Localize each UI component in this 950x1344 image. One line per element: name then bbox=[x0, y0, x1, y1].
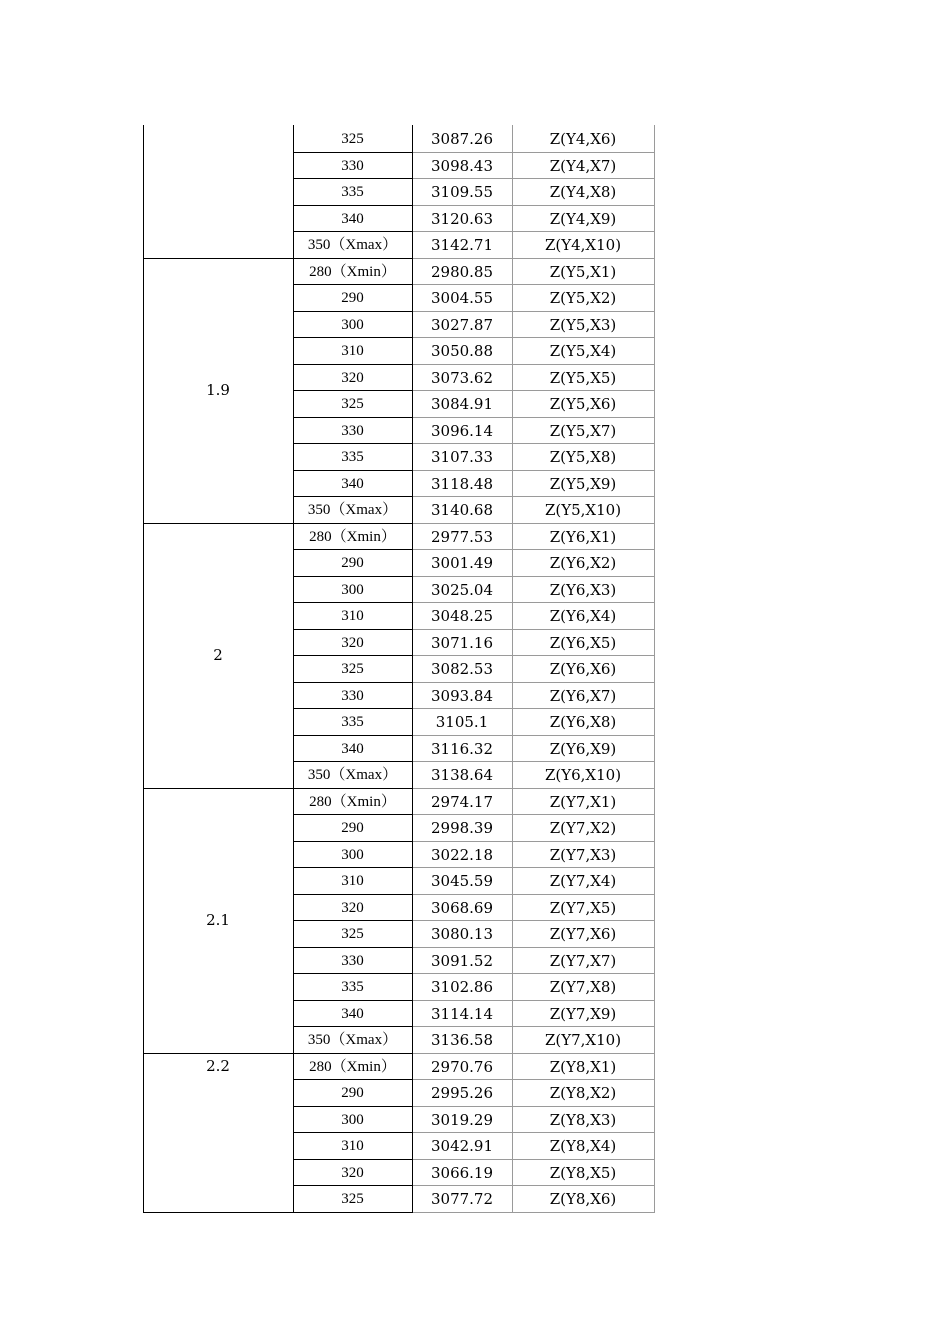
result-value-cell: 3071.16 bbox=[430, 633, 494, 652]
result-value-cell: 3120.63 bbox=[430, 209, 494, 228]
x-value-cell: 325 bbox=[341, 926, 364, 942]
z-label-cell: Z(Y4,X8) bbox=[549, 183, 617, 201]
z-label-cell: Z(Y5,X6) bbox=[549, 395, 617, 413]
result-value-cell: 3019.29 bbox=[430, 1110, 494, 1129]
x-value-cell: 325 bbox=[341, 131, 364, 147]
x-value-cell: 340 bbox=[341, 1005, 364, 1022]
x-value-cell: 320 bbox=[341, 369, 364, 386]
x-value-cell: 340 bbox=[341, 210, 364, 227]
x-value-cell: 350（Xmax） bbox=[307, 767, 398, 783]
z-label-cell: Z(Y8,X4) bbox=[549, 1137, 617, 1155]
result-value-cell: 3042.91 bbox=[430, 1137, 494, 1155]
x-value-cell: 310 bbox=[341, 1138, 364, 1154]
z-label-cell: Z(Y6,X6) bbox=[549, 660, 617, 678]
z-label-cell: Z(Y6,X5) bbox=[549, 633, 617, 652]
z-label-cell: Z(Y7,X2) bbox=[549, 819, 617, 837]
result-value-cell: 3098.43 bbox=[430, 156, 494, 175]
result-value-cell: 3048.25 bbox=[430, 607, 494, 625]
x-value-cell: 340 bbox=[341, 475, 364, 492]
x-value-cell: 310 bbox=[341, 608, 364, 624]
x-value-cell: 325 bbox=[341, 661, 364, 677]
x-value-cell: 300 bbox=[341, 316, 364, 333]
x-value-cell: 325 bbox=[341, 1191, 364, 1207]
x-value-cell: 300 bbox=[341, 581, 364, 598]
z-label-cell: Z(Y5,X10) bbox=[544, 501, 622, 519]
z-label-cell: Z(Y7,X10) bbox=[544, 1031, 622, 1049]
z-label-cell: Z(Y5,X7) bbox=[549, 421, 617, 440]
z-label-cell: Z(Y6,X3) bbox=[549, 580, 617, 599]
z-label-cell: Z(Y7,X8) bbox=[549, 978, 617, 996]
group-divider bbox=[143, 258, 293, 259]
x-value-cell: 340 bbox=[341, 740, 364, 757]
z-label-cell: Z(Y5,X5) bbox=[549, 368, 617, 387]
result-value-cell: 3102.86 bbox=[430, 978, 494, 996]
result-value-cell: 3091.52 bbox=[430, 951, 494, 970]
x-value-cell: 290 bbox=[341, 555, 364, 571]
result-value-cell: 3136.58 bbox=[430, 1031, 494, 1049]
z-label-cell: Z(Y4,X6) bbox=[549, 130, 617, 148]
result-value-cell: 3001.49 bbox=[430, 554, 494, 572]
x-value-cell: 290 bbox=[341, 820, 364, 836]
x-value-cell: 330 bbox=[341, 952, 364, 969]
column-border bbox=[512, 125, 513, 1213]
result-value-cell: 3066.19 bbox=[430, 1163, 494, 1182]
z-label-cell: Z(Y6,X1) bbox=[549, 527, 617, 546]
z-label-cell: Z(Y7,X9) bbox=[549, 1004, 617, 1023]
group-divider bbox=[143, 523, 293, 524]
z-label-cell: Z(Y7,X4) bbox=[549, 872, 617, 890]
result-value-cell: 3087.26 bbox=[430, 130, 494, 148]
z-label-cell: Z(Y5,X9) bbox=[549, 474, 617, 493]
x-value-cell: 290 bbox=[341, 290, 364, 306]
result-value-cell: 2995.26 bbox=[430, 1084, 494, 1102]
z-label-cell: Z(Y6,X10) bbox=[544, 766, 622, 784]
z-label-cell: Z(Y6,X2) bbox=[549, 554, 617, 572]
z-label-cell: Z(Y7,X1) bbox=[549, 792, 617, 811]
table-bottom-border bbox=[143, 1212, 293, 1213]
z-label-cell: Z(Y5,X4) bbox=[549, 342, 617, 360]
z-label-cell: Z(Y8,X1) bbox=[549, 1057, 617, 1076]
result-value-cell: 3027.87 bbox=[430, 315, 494, 334]
z-label-cell: Z(Y6,X7) bbox=[549, 686, 617, 705]
z-label-cell: Z(Y7,X3) bbox=[549, 845, 617, 864]
row-border bbox=[293, 1212, 412, 1213]
x-value-cell: 335 bbox=[341, 184, 364, 200]
result-value-cell: 3073.62 bbox=[430, 368, 494, 387]
result-value-cell: 3096.14 bbox=[430, 421, 494, 440]
result-value-cell: 3022.18 bbox=[430, 845, 494, 864]
result-value-cell: 3109.55 bbox=[430, 183, 494, 201]
z-label-cell: Z(Y8,X3) bbox=[549, 1110, 617, 1129]
y-value-label: 2.1 bbox=[206, 911, 230, 929]
x-value-cell: 335 bbox=[341, 449, 364, 465]
z-label-cell: Z(Y8,X6) bbox=[549, 1190, 617, 1208]
result-value-cell: 3004.55 bbox=[430, 289, 494, 307]
result-value-cell: 2998.39 bbox=[430, 819, 494, 837]
x-value-cell: 280（Xmin） bbox=[309, 263, 396, 280]
column-border bbox=[412, 125, 413, 1213]
result-value-cell: 3082.53 bbox=[430, 660, 494, 678]
result-value-cell: 3084.91 bbox=[430, 395, 494, 413]
x-value-cell: 330 bbox=[341, 687, 364, 704]
row-border bbox=[412, 1212, 654, 1213]
result-value-cell: 3116.32 bbox=[430, 739, 494, 758]
group-divider bbox=[143, 788, 293, 789]
x-value-cell: 335 bbox=[341, 714, 364, 730]
result-value-cell: 3114.14 bbox=[430, 1004, 494, 1023]
result-value-cell: 2970.76 bbox=[430, 1057, 494, 1076]
result-value-cell: 2980.85 bbox=[430, 262, 494, 281]
result-value-cell: 3105.1 bbox=[435, 713, 489, 731]
z-label-cell: Z(Y5,X1) bbox=[549, 262, 617, 281]
x-value-cell: 310 bbox=[341, 343, 364, 359]
result-value-cell: 3142.71 bbox=[430, 236, 494, 254]
result-value-cell: 2974.17 bbox=[430, 792, 494, 811]
x-value-cell: 330 bbox=[341, 422, 364, 439]
z-label-cell: Z(Y5,X8) bbox=[549, 448, 617, 466]
x-value-cell: 330 bbox=[341, 157, 364, 174]
column-border-left bbox=[143, 125, 144, 1213]
x-value-cell: 280（Xmin） bbox=[309, 528, 396, 545]
x-value-cell: 350（Xmax） bbox=[307, 1032, 398, 1048]
x-value-cell: 350（Xmax） bbox=[307, 237, 398, 253]
x-value-cell: 320 bbox=[341, 1164, 364, 1181]
z-label-cell: Z(Y8,X5) bbox=[549, 1163, 617, 1182]
x-value-cell: 280（Xmin） bbox=[309, 793, 396, 810]
result-value-cell: 3050.88 bbox=[430, 342, 494, 360]
z-label-cell: Z(Y5,X3) bbox=[549, 315, 617, 334]
z-label-cell: Z(Y4,X10) bbox=[544, 236, 622, 254]
result-value-cell: 3045.59 bbox=[430, 872, 494, 890]
z-label-cell: Z(Y7,X7) bbox=[549, 951, 617, 970]
x-value-cell: 280（Xmin） bbox=[309, 1058, 396, 1075]
z-label-cell: Z(Y7,X6) bbox=[549, 925, 617, 943]
x-value-cell: 325 bbox=[341, 396, 364, 412]
x-value-cell: 335 bbox=[341, 979, 364, 995]
result-value-cell: 3138.64 bbox=[430, 766, 494, 784]
result-value-cell: 3118.48 bbox=[430, 474, 494, 493]
z-label-cell: Z(Y4,X9) bbox=[549, 209, 617, 228]
x-value-cell: 320 bbox=[341, 899, 364, 916]
z-label-cell: Z(Y5,X2) bbox=[549, 289, 617, 307]
z-label-cell: Z(Y4,X7) bbox=[549, 156, 617, 175]
z-label-cell: Z(Y6,X8) bbox=[549, 713, 617, 731]
x-value-cell: 290 bbox=[341, 1085, 364, 1101]
column-border bbox=[293, 125, 294, 1213]
y-value-label: 2.2 bbox=[206, 1056, 230, 1075]
z-label-cell: Z(Y8,X2) bbox=[549, 1084, 617, 1102]
result-value-cell: 3140.68 bbox=[430, 501, 494, 519]
result-value-cell: 3093.84 bbox=[430, 686, 494, 705]
x-value-cell: 320 bbox=[341, 634, 364, 651]
z-label-cell: Z(Y6,X9) bbox=[549, 739, 617, 758]
x-value-cell: 300 bbox=[341, 846, 364, 863]
result-value-cell: 3080.13 bbox=[430, 925, 494, 943]
result-value-cell: 2977.53 bbox=[430, 527, 494, 546]
result-value-cell: 3077.72 bbox=[430, 1190, 494, 1208]
result-value-cell: 3107.33 bbox=[430, 448, 494, 466]
column-border-right bbox=[654, 125, 655, 1213]
x-value-cell: 310 bbox=[341, 873, 364, 889]
result-value-cell: 3068.69 bbox=[430, 898, 494, 917]
group-divider bbox=[143, 1053, 293, 1054]
result-value-cell: 3025.04 bbox=[430, 580, 494, 599]
y-value-label: 2 bbox=[213, 646, 223, 664]
y-value-label: 1.9 bbox=[206, 381, 230, 399]
x-value-cell: 350（Xmax） bbox=[307, 502, 398, 518]
z-label-cell: Z(Y7,X5) bbox=[549, 898, 617, 917]
x-value-cell: 300 bbox=[341, 1111, 364, 1128]
z-label-cell: Z(Y6,X4) bbox=[549, 607, 617, 625]
